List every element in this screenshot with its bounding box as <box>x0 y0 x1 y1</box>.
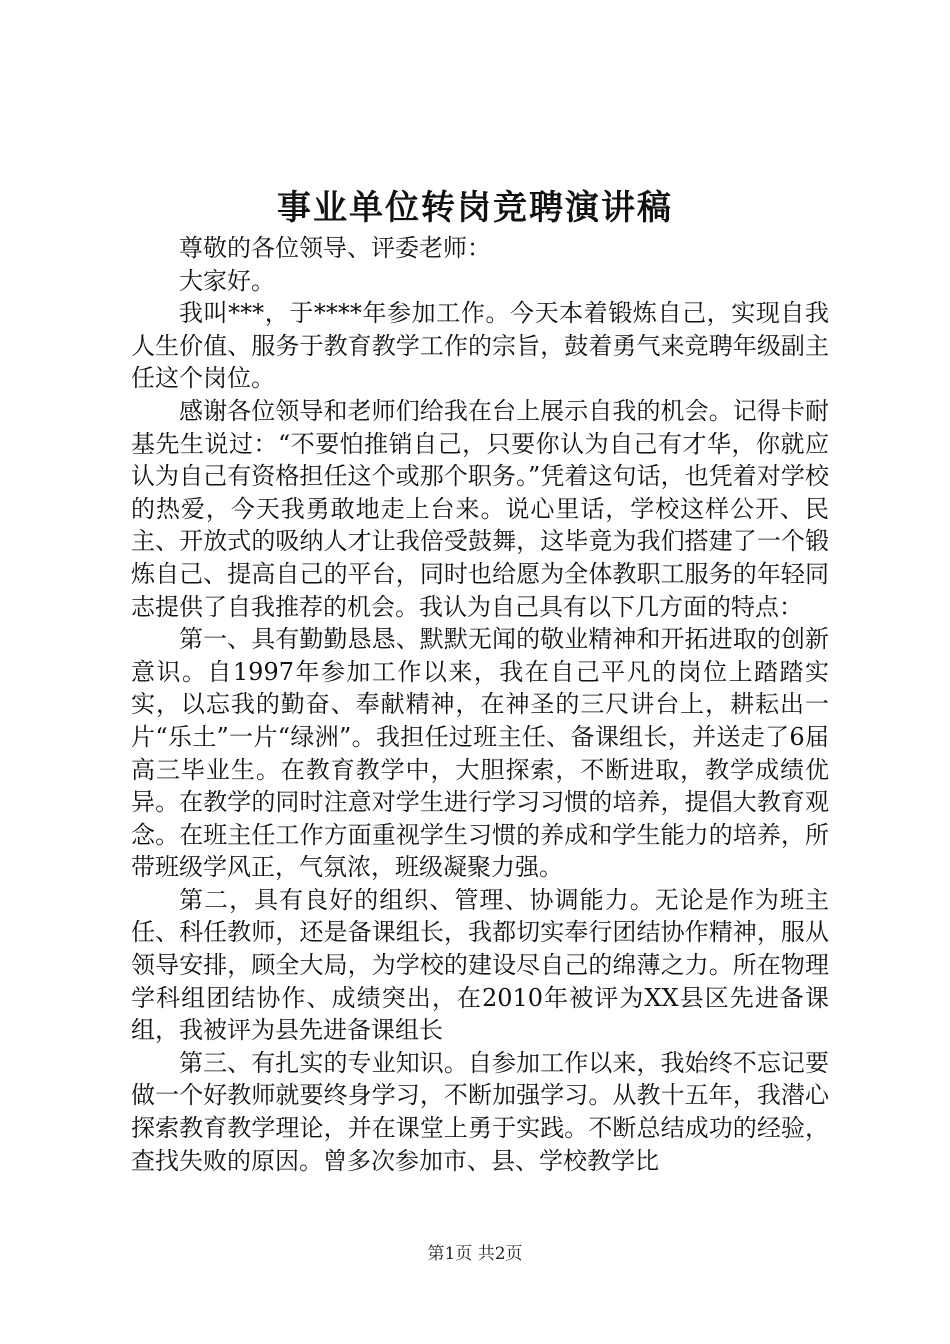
intro-paragraph: 我叫***，于****年参加工作。今天本着锻炼自己，实现自我人生价值、服务于教育教学工作的宗旨，鼓着勇气来竞聘年级副主任这个岗位。 <box>131 299 829 393</box>
thanks-paragraph: 感谢各位领导和老师们给我在台上展示自我的机会。记得卡耐基先生说过：“不要怕推销自己，只要你认为自己有才华，你就应认为自己有资格担任这个或那个职务。”凭着这句话，也凭着对学校的热爱，今天我勇敢地走上台来。说心里话，学校这样公开、民主、开放式的吸纳人才让我倍受鼓舞，这毕竟为我们搭建了一个锻炼自己、提高自己的平台，同时也给愿为全体教职工服务的年轻同志提供了自我推荐的机会。我认为自己具有以下几方面的特点： <box>131 396 829 621</box>
salutation-paragraph: 尊敬的各位领导、评委老师： <box>179 234 491 262</box>
document-body <box>131 232 829 1177</box>
greeting-paragraph: 大家好。 <box>179 266 275 295</box>
document-title: 事业单位转岗竞聘演讲稿 <box>277 188 673 228</box>
point-three-paragraph: 第三、有扎实的专业知识。自参加工作以来，我始终不忘记要做一个好教师就要终身学习，不断加强学习。从教十五年，我潜心探索教育教学理论，并在课堂上勇于实践。不断总结成功的经验，查找失败的原因。曾多次参加市、县、学校教学比 <box>131 1048 829 1175</box>
page-number-label: 第1页 共2页 <box>427 1244 523 1264</box>
point-two-paragraph: 第二，具有良好的组织、管理、协调能力。无论是作为班主任、科任教师，还是备课组长，我都切实奉行团结协作精神，服从领导安排，顾全大局，为学校的建设尽自己的绵薄之力。所在物理学科组团结协作、成绩突出，在2010年被评为XX县区先进备课组，我被评为县先进备课组长 <box>131 885 829 1045</box>
point-one-paragraph: 第一、具有勤勤恳恳、默默无闻的敬业精神和开拓进取的创新意识。自1997年参加工作以来，我在自己平凡的岗位上踏踏实实，以忘我的勤奋、奉献精神，在神圣的三尺讲台上，耕耘出一片“乐土”一片“绿洲”。我担任过班主任、备课组长，并送走了6届高三毕业生。在教育教学中，大胆探索，不断进取，教学成绩优异。在教学的同时注意对学生进行学习习惯的培养，提倡大教育观念。在班主任工作方面重视学生习惯的养成和学生能力的培养，所带班级学风正，气氛浓，班级凝聚力强。 <box>131 625 829 882</box>
page-footer <box>0 1242 950 1266</box>
